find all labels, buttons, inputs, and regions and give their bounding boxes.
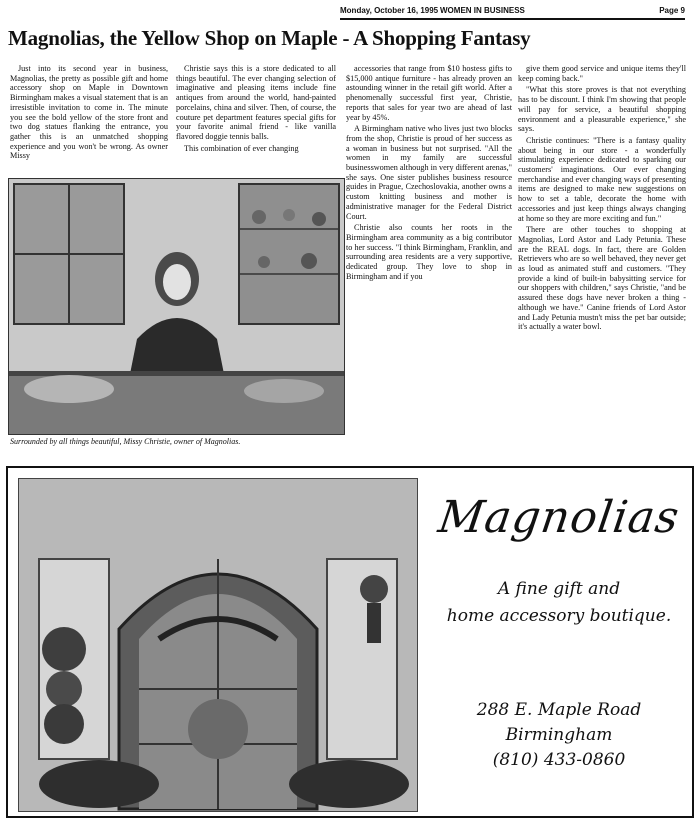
- column-2-paragraph: Christie says this is a store dedicated to all things beautiful. The ever changing selection of imaginative and pleasing items include fine antiques from around the world, hand-painted porcelains, china and silver. Then, of course, the couture pet department features special gifts for your favorite animal friend - like vanilla flavored doggie tennis balls.: [176, 64, 336, 141]
- ad-city: Birmingham: [505, 725, 613, 745]
- article-column-4: [518, 64, 686, 442]
- storefront-illustration: [19, 479, 417, 811]
- ad-street: 288 E. Maple Road: [476, 700, 642, 720]
- column-4-paragraph: Christie continues: "There is a fantasy quality about being in our store - a wonderfully stimulating experience dedicated to sparking our customers' imaginations. Our ever changing merchandise and ever changing ways of presenting items are designed to make new suggestions on how to set a table, decorate the home with accessories and just keep things always changing at home so they are more exciting and fun.": [518, 135, 686, 223]
- magnolias-advertisement: [6, 466, 694, 818]
- ad-tagline: [428, 576, 690, 630]
- column-3-paragraph: A Birmingham native who lives just two blocks from the shop, Christie is proud of her success as a woman in business but not surprised. "All the women in my family are successful businesswomen although in very different arenas," she says. One sister publishes business resource guides in Prague, Czechoslovakia, another owns a custom knitting business and mother is administrative manager for the Federal District Court.: [346, 124, 512, 221]
- column-4-paragraph: give them good service and unique items they'll keep coming back.": [518, 64, 686, 83]
- article-column-3: [346, 64, 512, 442]
- shop-interior-illustration: [9, 179, 344, 434]
- ad-phone: (810) 433-0860: [492, 750, 626, 770]
- article-column-1: [10, 64, 168, 176]
- column-1-paragraph: Just into its second year in business, Magnolias, the pretty as possible gift and home accessory shop on Maple in Downtown Birmingham makes a visual statement that is an irresistible invitation to come in. The minute you see the bold yellow of the store front and two dog statues flanking the entrance, you gather this is an unmatched shopping experience and you won't be wrong. As owner Missy: [10, 64, 168, 161]
- section-name: WOMEN IN BUSINESS: [440, 6, 525, 15]
- magnolias-logo: Magnolias: [435, 492, 683, 543]
- column-3-paragraph: accessories that range from $10 hostess gifts to $15,000 antique furniture - has already proven an astounding winner in the retail gift world. After a phenomenally successful first year, Christie, reports that sales for year two are ahead of last year by 45%.: [346, 64, 512, 122]
- ad-address: [428, 698, 690, 773]
- ad-tagline-line-2: home accessory boutique.: [446, 606, 672, 626]
- owner-photo: [8, 178, 345, 435]
- page-number: Page 9: [659, 6, 685, 15]
- ad-tagline-line-1: A fine gift and: [497, 579, 621, 599]
- column-4-paragraph: There are other touches to shopping at Magnolias, Lord Astor and Lady Petunia. These are the REAL dogs. In fact, there are Golden Retrievers who are so well behaved, they never get as loud as animated stuff and customers. "They provide a kind of built-in babysitting service for our shoppers with children," says Christie, "and be assured these dogs have never broken a thing - although we have." Canine friends of Lord Astor and Lady Petunia mustn't miss the pet bar outside; it's actually a water bowl.: [518, 225, 686, 332]
- column-3-paragraph: Christie also counts her roots in the Birmingham area community as a big contributor to her success. "I think Birmingham, Franklin, and surrounding area residents are a very supportive, dedicated group. They love to shop in Birmingham and if you: [346, 223, 512, 281]
- column-2-paragraph: This combination of ever changing: [184, 143, 299, 153]
- article-column-2: [176, 64, 336, 176]
- photo-caption: Surrounded by all things beautiful, Missy Christie, owner of Magnolias.: [10, 437, 241, 446]
- column-4-paragraph: "What this store proves is that not everything has to be discount. I think I'm showing that people will pay for service, a beautiful shopping environment and a pleasurable experience," she says.: [518, 85, 686, 134]
- storefront-photo: [18, 478, 418, 812]
- article-headline: Magnolias, the Yellow Shop on Maple - A Shopping Fantasy: [8, 26, 531, 50]
- masthead: [340, 4, 685, 20]
- issue-date: Monday, October 16, 1995: [340, 6, 439, 15]
